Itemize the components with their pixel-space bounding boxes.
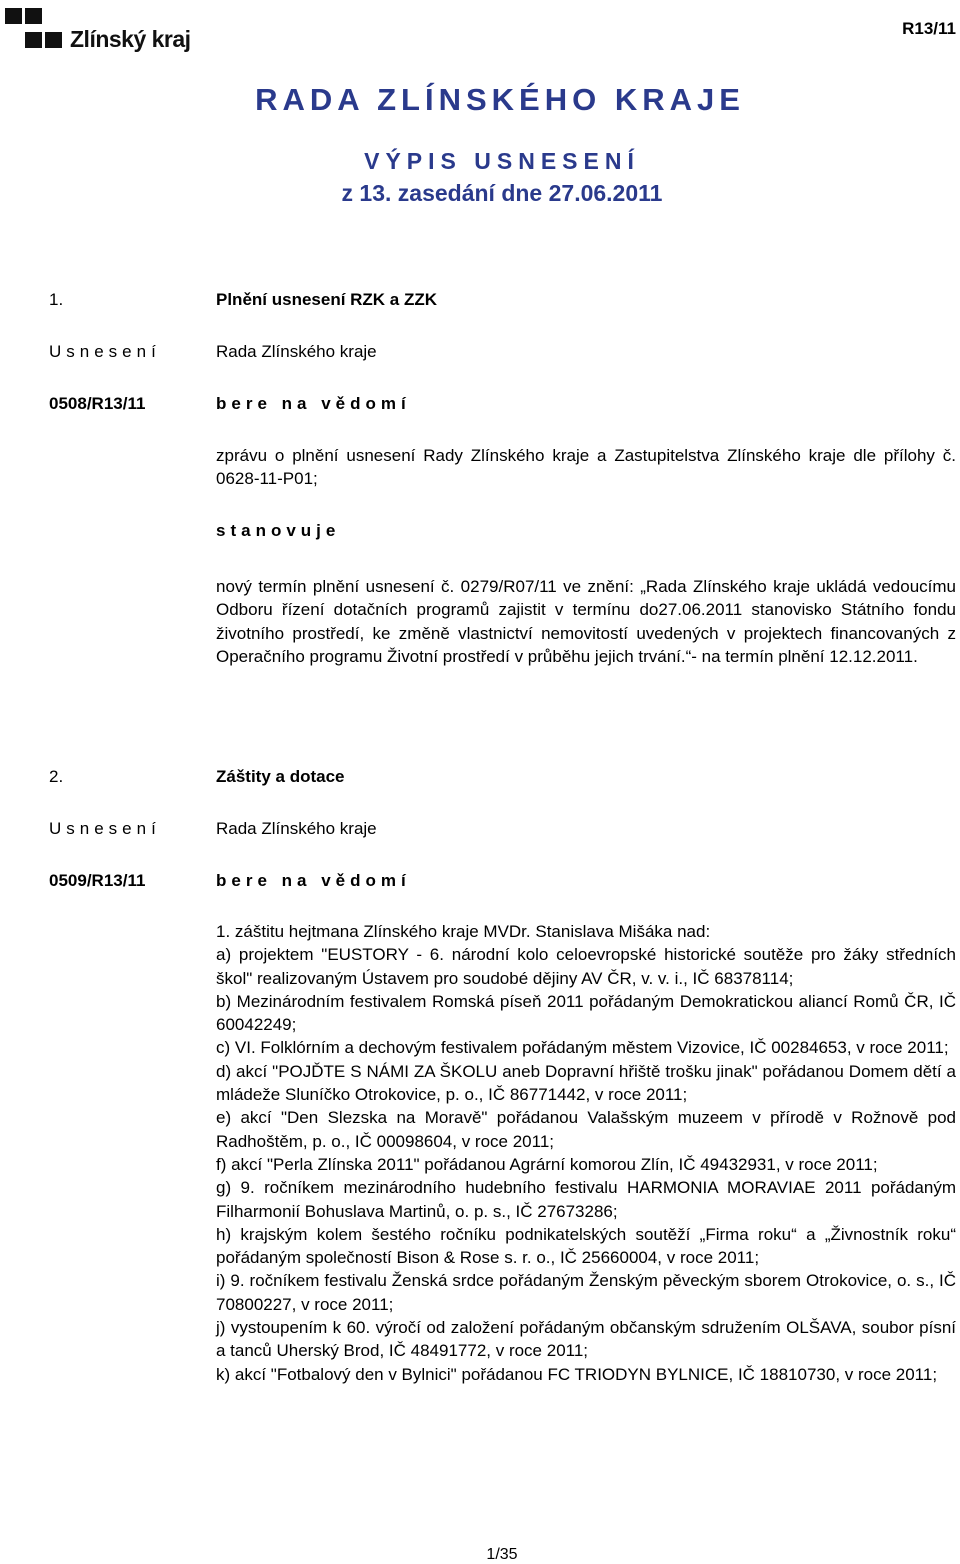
session-info: z 13. zasedání dne 27.06.2011: [341, 180, 663, 206]
section-1-verb: bere na vědomí: [216, 394, 411, 413]
list-item: b) Mezinárodním festivalem Romská píseň 2011 pořádaným Demokratickou aliancí Romů ČR, IČ 60042249;: [216, 991, 956, 1035]
list-item: c) VI. Folklórním a dechovým festivalem pořádaným městem Vizovice, IČ 00284653, v roce 2011;: [216, 1038, 949, 1058]
list-intro: 1. záštitu hejtmana Zlínského kraje MVDr. Stanislava Mišáka nad:: [216, 922, 711, 941]
section-1-label: Usnesení: [49, 342, 161, 361]
list-item: h) krajským kolem šestého ročníku podnikatelských soutěží „Firma roku“ a „Živnostník roku“ pořádaným společností Bison & Rose s. r. o., IČ 25660004, v roce 2011;: [216, 1224, 956, 1268]
list-item: k) akcí "Fotbalový den v Bylnici" pořádanou FC TRIODYN BYLNICE, IČ 18810730, v roce 2011;: [216, 1364, 938, 1384]
section-2-resolution-id: 0509/R13/11: [49, 871, 146, 890]
logo-text: Zlínský kraj: [70, 26, 191, 52]
section-1-heading: Plnění usnesení RZK a ZZK: [216, 290, 438, 309]
list-item: e) akcí "Den Slezska na Moravě" pořádanou Valašským muzeem v přírodě v Rožnově pod Radhoštěm, p. o., IČ 00098604, v roce 2011;: [216, 1108, 956, 1151]
logo: [4, 6, 190, 54]
logo-squares-icon: [4, 6, 68, 54]
list-item: g) 9. ročníkem mezinárodního hudebního festivalu HARMONIA MORAVIAE 2011 pořádaným Filharmonií Bohuslava Martinů, o. p. s., IČ 27673286;: [216, 1178, 956, 1221]
list-item: a) projektem "EUSTORY - 6. národní kolo celoevropské historické soutěže pro žáky středních škol" realizovaným Ústavem pro soudobé dějiny AV ČR, v. v. i., IČ 68378114;: [216, 945, 956, 988]
document-reference: R13/11: [902, 19, 956, 38]
section-1-text2-paragraph: nový termín plnění usnesení č. 0279/R07/11 ve znění: „Rada Zlínského kraje ukládá vedoucímu Odboru řízení dotačních programů zajistit v termínu do27.06.2011 stanovisko Státního fondu životního prostředí, ke změně vlastnictví nemovitostí uvedených v projektech financovaných z Operačního programu Životní prostředí v průběhu jejich trvání.“- na termín plnění 12.12.2011.: [216, 577, 956, 666]
list-item: i) 9. ročníkem festivalu Ženská srdce pořádaným Ženským pěveckým sborem Otrokovice, o. s., IČ 70800227, v roce 2011;: [216, 1271, 956, 1314]
page-title: RADA ZLÍNSKÉHO KRAJE: [255, 82, 745, 117]
list-item: j) vystoupením k 60. výročí od založení pořádaným občanským sdružením OLŠAVA, soubor písní a tanců Uherský Brod, IČ 48491772, v roce 2011;: [216, 1318, 956, 1361]
section-1-body: Rada Zlínského kraje: [216, 342, 377, 361]
section-2-verb: bere na vědomí: [216, 871, 411, 890]
section-2-body: Rada Zlínského kraje: [216, 819, 377, 838]
section-2-heading: Záštity a dotace: [216, 767, 345, 786]
section-1-verb2: stanovuje: [216, 521, 341, 540]
section-1-text-paragraph: zprávu o plnění usnesení Rady Zlínského kraje a Zastupitelstva Zlínského kraje dle přílohy č. 0628-11-P01;: [216, 446, 956, 489]
page-subtitle: VÝPIS USNESENÍ: [364, 148, 640, 174]
page-number: 1/35: [486, 1546, 518, 1563]
section-1-resolution-id: 0508/R13/11: [49, 394, 146, 413]
section-1-number: 1.: [49, 290, 64, 309]
list-item: d) akcí "POJĎTE S NÁMI ZA ŠKOLU aneb Dopravní hřiště trošku jinak" pořádanou Domem dětí a mládeže Sluníčko Otrokovice, p. o., IČ 86771442, v roce 2011;: [216, 1061, 956, 1105]
section-1-text: [216, 444, 956, 491]
section-2-label: Usnesení: [49, 819, 161, 838]
list-item: f) akcí "Perla Zlínska 2011" pořádanou Agrární komorou Zlín, IČ 49432931, v roce 2011;: [216, 1154, 878, 1174]
section-2-list: [216, 920, 956, 1386]
section-2-number: 2.: [49, 767, 64, 786]
section-1-text2: [216, 575, 956, 668]
